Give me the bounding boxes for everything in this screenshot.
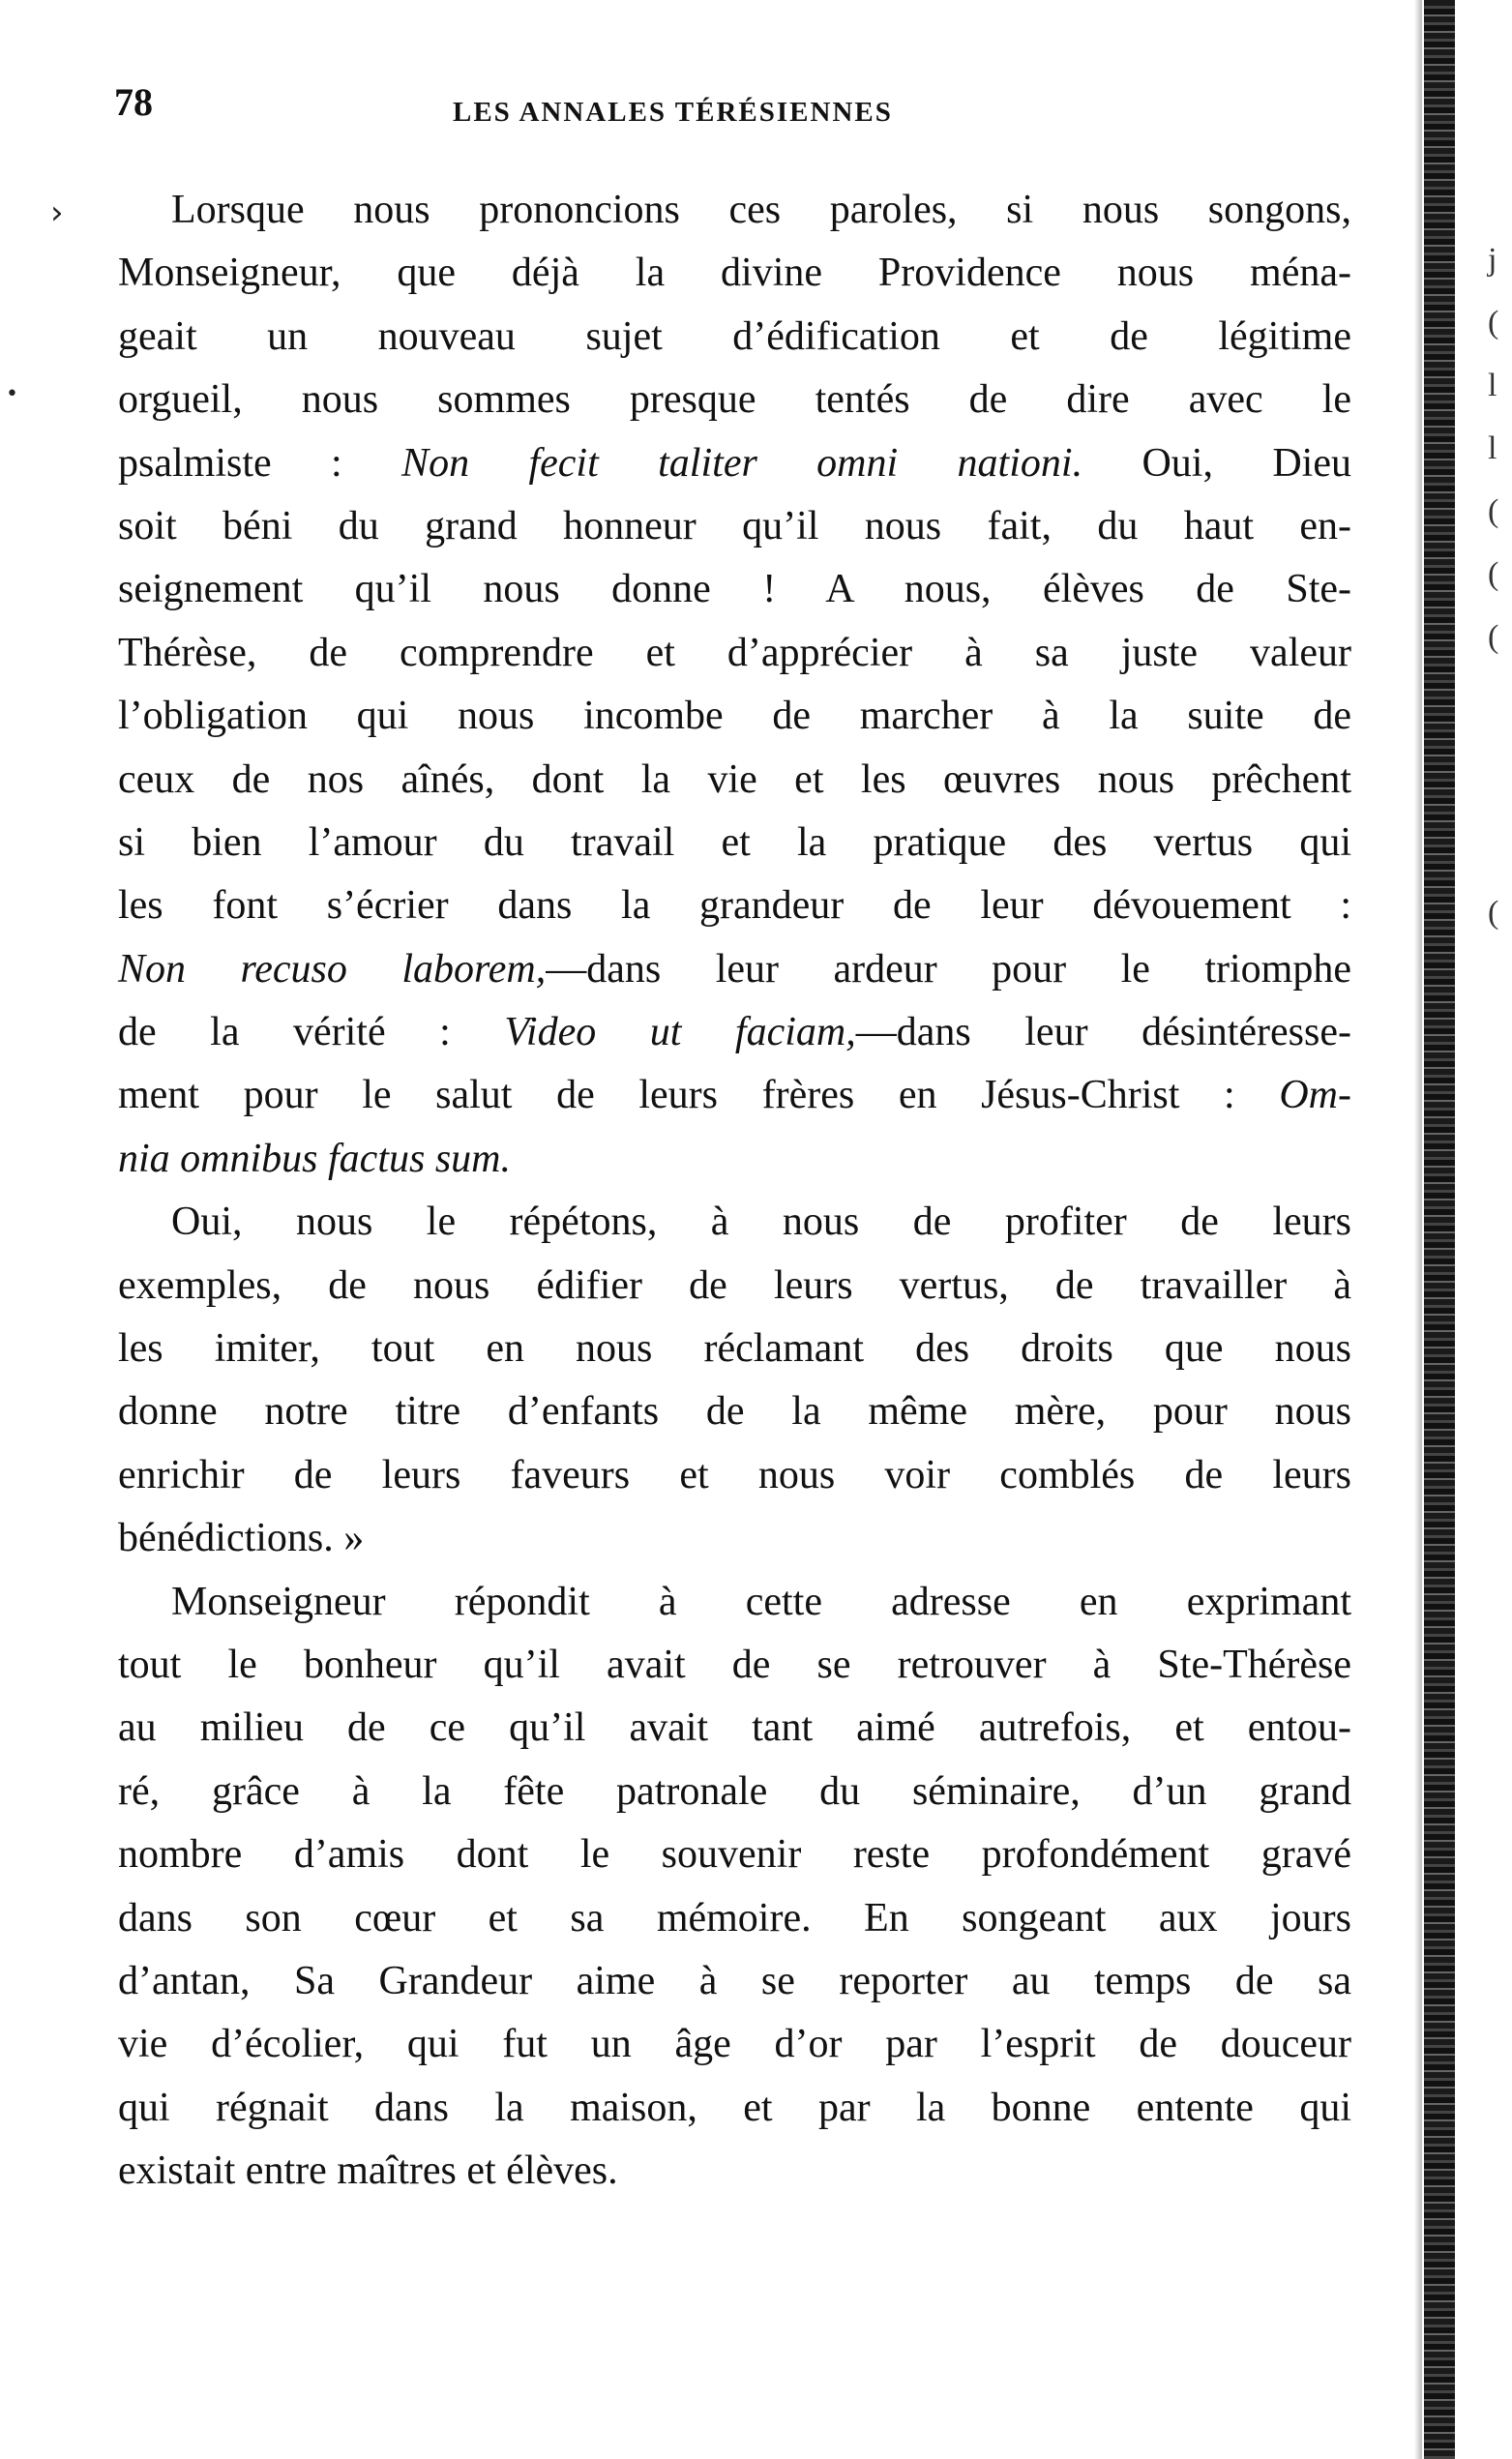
text-line: ceux de nos aînés, dont la vie et les œuvres nous prêchent	[118, 756, 1351, 802]
text-line: soit béni du grand honneur qu’il nous fait, du haut en-	[118, 503, 1351, 548]
margin-mark: ›	[50, 193, 64, 232]
text-line: Monseigneur, que déjà la divine Providence nous ména-	[118, 251, 1351, 296]
bleed-through-glyph: l	[1488, 368, 1497, 403]
text-line: au milieu de ce qu’il avait tant aimé autrefois, et entou-	[118, 1705, 1351, 1751]
text-line: geait un nouveau sujet d’édification et de légitime	[118, 313, 1351, 359]
page-number: 78	[114, 80, 153, 124]
running-head: LES ANNALES TÉRÉSIENNES	[453, 97, 893, 128]
text-line: existait entre maîtres et élèves.	[118, 2148, 618, 2194]
bleed-through-glyph: l	[1488, 430, 1497, 466]
text-line: enrichir de leurs faveurs et nous voir comblés de leurs	[118, 1452, 1351, 1497]
text-line: seignement qu’il nous donne ! A nous, élèves de Ste-	[118, 567, 1351, 612]
text-line: tout le bonheur qu’il avait de se retrouver à Ste-Thérèse	[118, 1642, 1351, 1687]
text-line: ré, grâce à la fête patronale du séminaire, d’un grand	[118, 1768, 1351, 1814]
text-line: orgueil, nous sommes presque tentés de dire avec le	[118, 377, 1351, 423]
text-line: ment pour le salut de leurs frères en Jésus-Christ : Om-	[118, 1073, 1351, 1118]
bleed-through-glyph: j	[1488, 242, 1497, 278]
text-line: d’antan, Sa Grandeur aime à se reporter au temps de sa	[118, 1958, 1351, 2003]
text-line: donne notre titre d’enfants de la même mère, pour nous	[118, 1389, 1351, 1435]
text-line: nombre d’amis dont le souvenir reste profondément gravé	[118, 1832, 1351, 1878]
text-line: Non recuso laborem,—dans leur ardeur pour le triomphe	[118, 946, 1351, 992]
book-binding-edge	[1424, 0, 1455, 2459]
text-line: si bien l’amour du travail et la pratique des vertus qui	[118, 819, 1351, 865]
bleed-through-glyph: (	[1488, 305, 1499, 341]
bleed-through-glyph: (	[1488, 493, 1499, 529]
text-line: l’obligation qui nous incombe de marcher à la suite de	[118, 694, 1351, 739]
text-line: Monseigneur répondit à cette adresse en exprimant	[171, 1579, 1351, 1624]
text-line: bénédictions. »	[118, 1516, 365, 1561]
text-line: dans son cœur et sa mémoire. En songeant aux jours	[118, 1895, 1351, 1941]
text-line: les imiter, tout en nous réclamant des droits que nous	[118, 1326, 1351, 1372]
text-line: Lorsque nous prononcions ces paroles, si nous songons,	[171, 188, 1351, 232]
text-line: vie d’écolier, qui fut un âge d’or par l’esprit de douceur	[118, 2022, 1351, 2067]
body-text	[118, 179, 1351, 2204]
bleed-through-glyph: (	[1488, 619, 1499, 655]
page-gutter-shadow	[1414, 0, 1422, 2459]
text-line: de la vérité : Video ut faciam,—dans leur désintéresse-	[118, 1010, 1352, 1055]
page-header	[114, 79, 1362, 137]
text-line: nia omnibus factus sum.	[118, 1136, 512, 1181]
text-line: exemples, de nous édifier de leurs vertus, de travailler à	[118, 1262, 1351, 1308]
bleed-through-glyph: (	[1488, 895, 1499, 931]
bleed-through-glyph: (	[1488, 556, 1499, 592]
text-line: psalmiste : Non fecit taliter omni nationi. Oui, Dieu	[118, 440, 1351, 486]
text-line: Thérèse, de comprendre et d’apprécier à sa juste valeur	[118, 630, 1351, 675]
text-line: qui régnait dans la maison, et par la bonne entente qui	[118, 2085, 1351, 2130]
margin-mark: •	[6, 382, 18, 406]
text-line: Oui, nous le répétons, à nous de profiter de leurs	[171, 1200, 1351, 1245]
text-line: les font s’écrier dans la grandeur de leur dévouement :	[118, 883, 1351, 929]
